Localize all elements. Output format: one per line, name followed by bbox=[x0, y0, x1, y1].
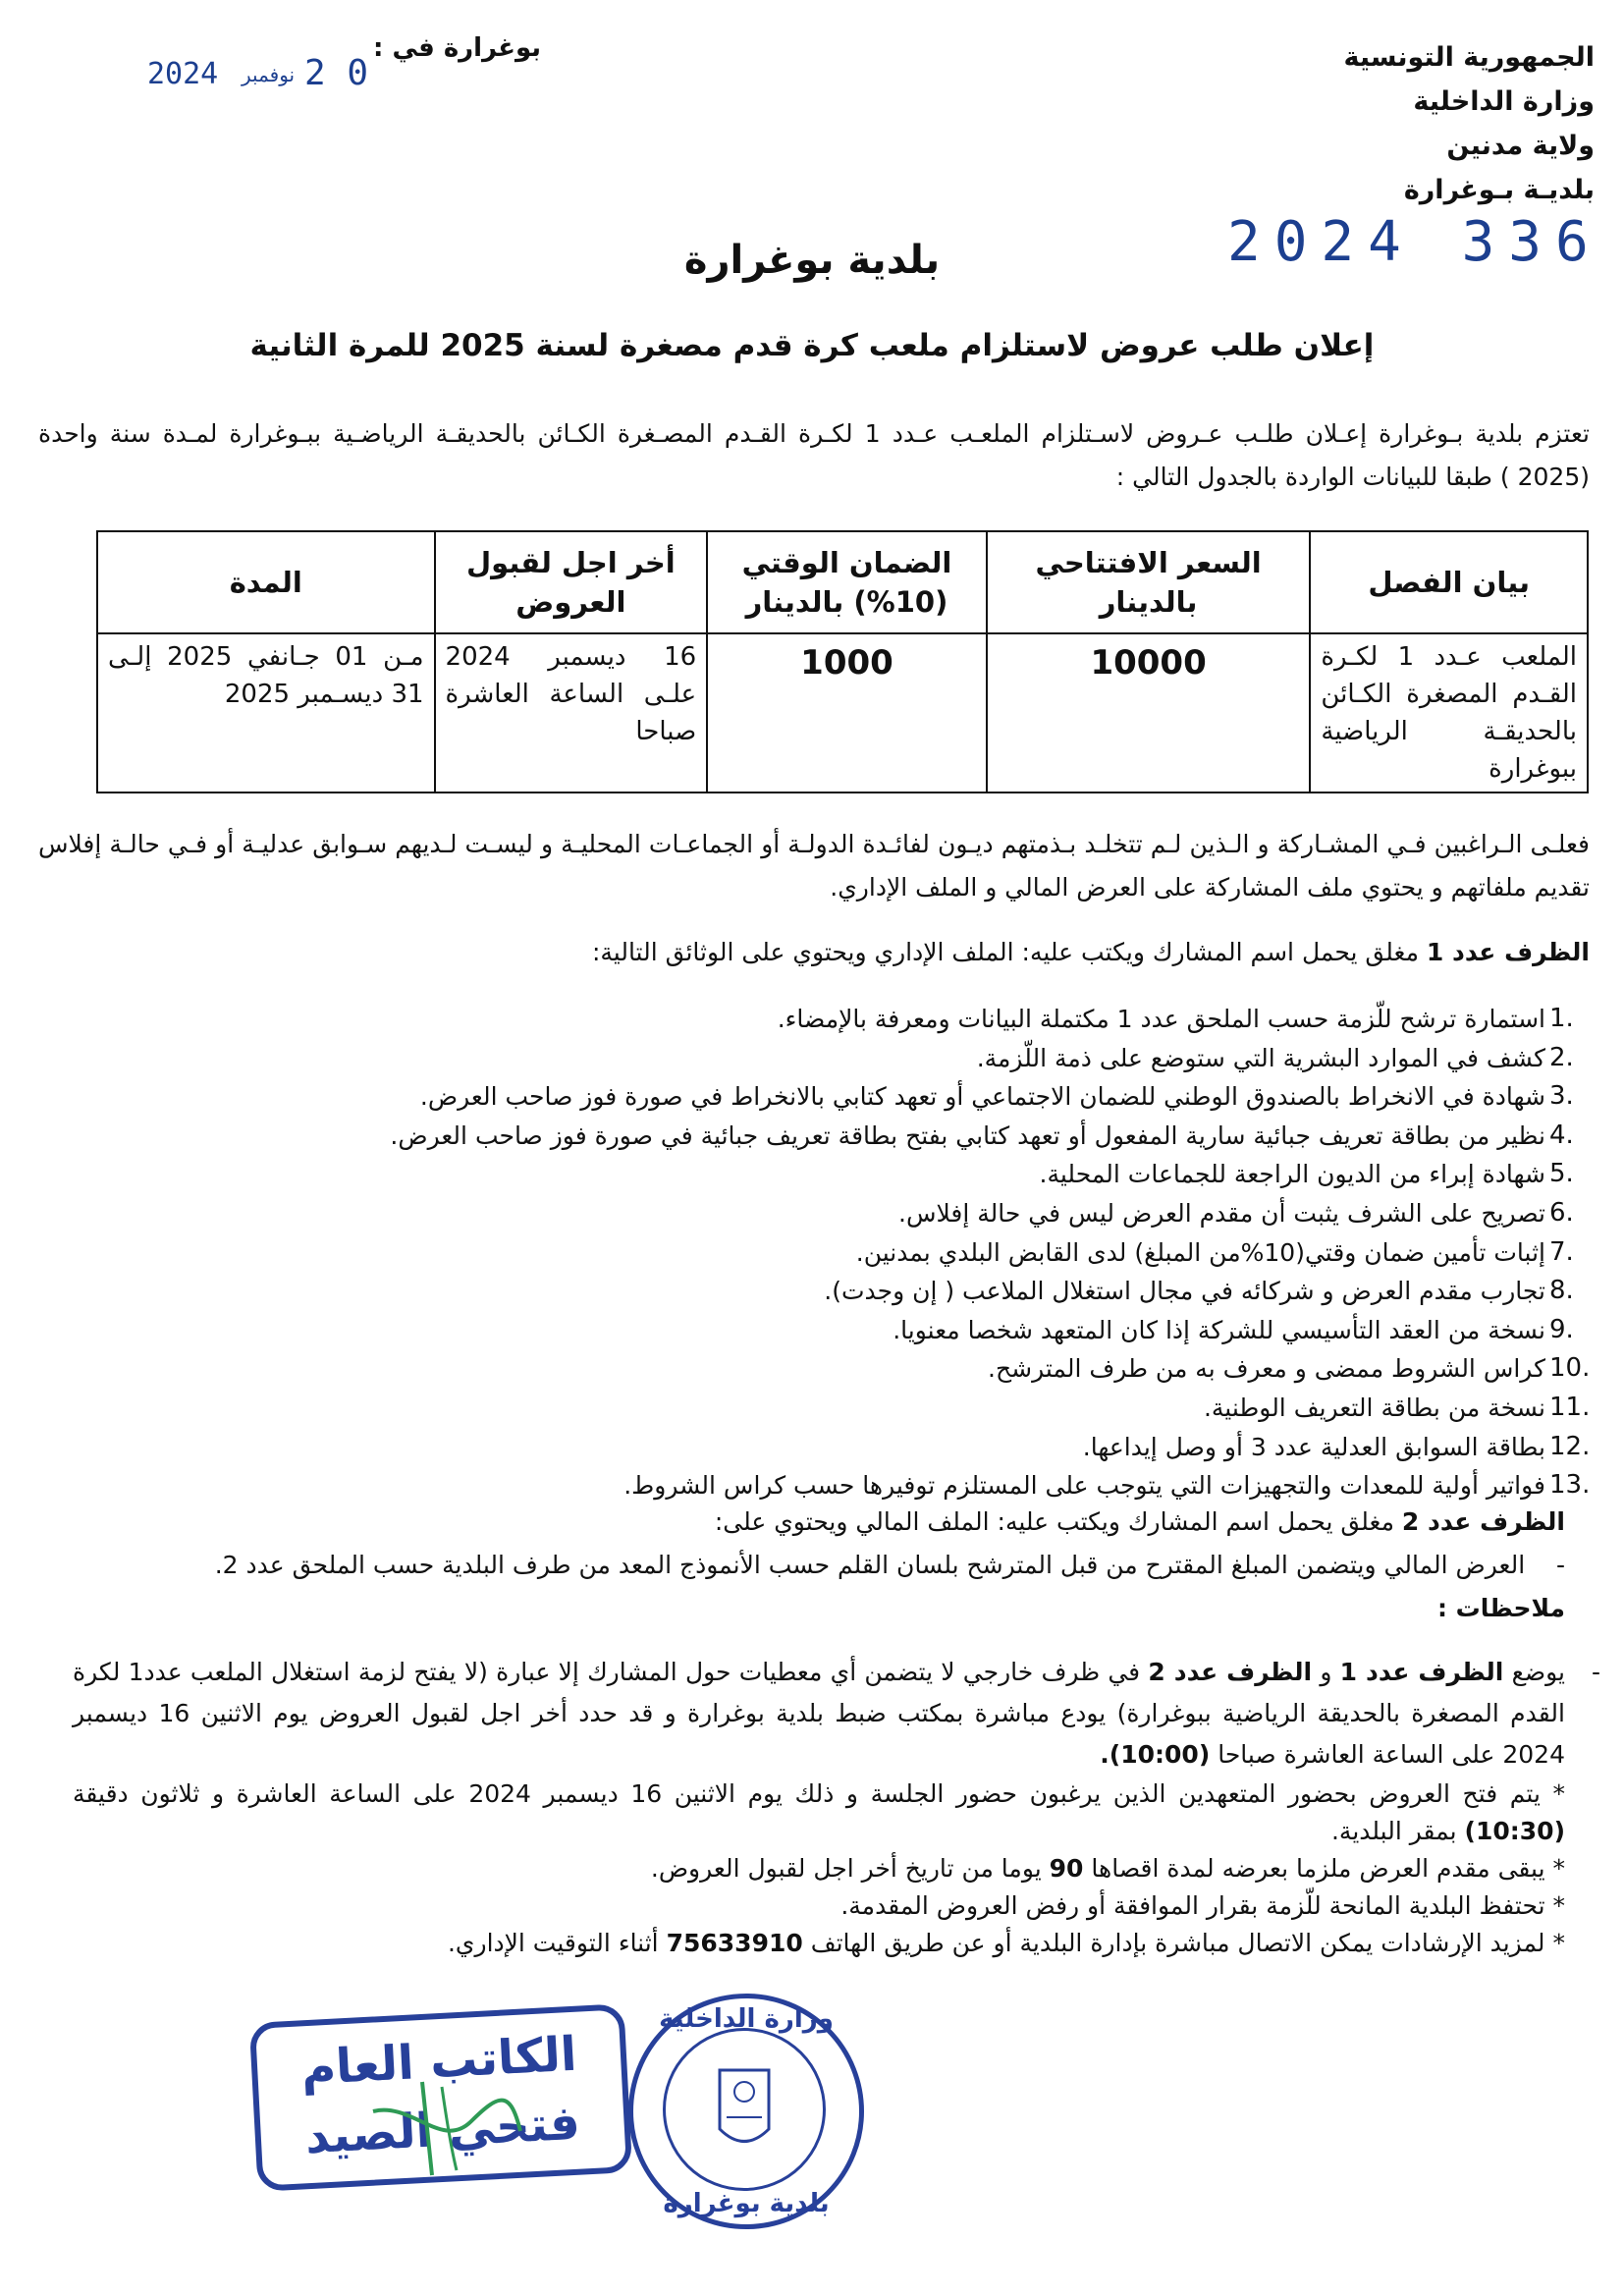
list-item: 12. بطاقة السوابق العدلية عدد 3 أو وصل إيداعها. bbox=[1082, 1431, 1591, 1461]
list-item: 13. فواتير أولية للمعدات والتجهيزات التي يتوجب على المستلزم توفيرها حسب كراس الشروط. bbox=[623, 1470, 1591, 1501]
table-row bbox=[97, 633, 1588, 793]
reference-number-stamp: 2024 336 bbox=[1227, 210, 1602, 274]
handwritten-signature bbox=[353, 2072, 530, 2180]
date-stamp-year: 2024 bbox=[147, 57, 219, 91]
place-date-label: بوغرارة في : bbox=[373, 33, 542, 63]
list-item: 5. شهادة إبراء من الديون الراجعة للجماعات المحلية. bbox=[1039, 1159, 1574, 1189]
list-item: 6. تصريح على الشرف يثبت أن مقدم العرض ليس في حالة إفلاس. bbox=[898, 1197, 1574, 1228]
table-header-cell: بيان الفصل bbox=[1310, 531, 1588, 633]
seal-emblem bbox=[663, 2028, 826, 2191]
list-item: 9. نسخة من العقد التأسيسي للشركة إذا كان المتعهد شخصا معنويا. bbox=[893, 1314, 1574, 1344]
notes-main-paragraph: - يوضع الظرف عدد 1 و الظرف عدد 2 في ظرف خارجي لا يتضمن أي معطيات حول المشارك إلا عبارة (لا يفتح لزمة استغلال الملعب عدد1 لكرة القدم المصغرة بالحديقة الرياضية ببوغرارة) يودع مباشرة بمكتب ضبط بلدية بوغرارة و قد حدد أخر اجل لقبول العروض يوم الاثنين 16 ديسمبر 2024 على الساعة العاشرة صباحا (10:00). bbox=[73, 1652, 1565, 1776]
date-stamp-month: نوفمبر bbox=[242, 63, 296, 86]
coat-of-arms-icon bbox=[666, 2031, 823, 2188]
notes-list bbox=[73, 1776, 1565, 1962]
envelope-2-item: - العرض المالي ويتضمن المبلغ المقترح من قبل المترشح بلسان القلم حسب الأنموذج المعد من طرف البلدية حسب الملحق عدد 2. bbox=[214, 1551, 1565, 1579]
list-item: 8. تجارب مقدم العرض و شركائه في مجال استغلال الملاعب ( إن وجدت). bbox=[824, 1276, 1574, 1306]
list-item: 4. نظير من بطاقة تعريف جبائية سارية المفعول أو تعهد كتابي بفتح بطاقة تعريف جبائية في صورة فوز صاحب العرض. bbox=[390, 1120, 1574, 1150]
date-stamp-day: 2 0 bbox=[304, 53, 369, 93]
note-item: * يبقى مقدم العرض ملزما بعرضه لمدة اقصاها 90 يوما من تاريخ أخر اجل لقبول العروض. bbox=[650, 1854, 1565, 1883]
announcement-subtitle: إعلان طلب عروض لاستلزام ملعب كرة قدم مصغرة لسنة 2025 للمرة الثانية bbox=[249, 328, 1375, 363]
table-cell-item: الملعب عـدد 1 لكـرة القـدم المصغرة الكـائن بالحديقـة الرياضية ببوغرارة bbox=[1310, 633, 1588, 793]
page-title: بلدية بوغرارة bbox=[683, 238, 941, 283]
tender-table bbox=[96, 530, 1589, 793]
envelope-2-heading bbox=[43, 1504, 1565, 1540]
table-header-cell: الضمان الوقتي (10%) بالدينار bbox=[707, 531, 987, 633]
table-header-cell: السعر الافتتاحي بالدينار bbox=[987, 531, 1311, 633]
table-cell-guarantee: 1000 bbox=[707, 633, 987, 793]
stamp-title: الكاتب العام bbox=[299, 2026, 578, 2097]
table-header-cell: المدة bbox=[97, 531, 435, 633]
seal-bottom-text: بلدية بوغرارة bbox=[663, 2189, 830, 2218]
org-line-governorate: ولاية مدنين bbox=[1446, 131, 1595, 161]
org-line-republic: الجمهورية التونسية bbox=[1343, 42, 1595, 73]
list-item: 7. إثبات تأمين ضمان وقتي(10%من المبلغ) لدى القابض البلدي بمدنين. bbox=[855, 1236, 1574, 1267]
envelope-2-label: الظرف عدد 2 bbox=[1401, 1507, 1565, 1536]
notes-heading: ملاحظات : bbox=[1436, 1594, 1565, 1622]
org-line-municipality: بلديـة بـوغرارة bbox=[1403, 175, 1595, 205]
date-stamp bbox=[147, 53, 373, 102]
note-item: * تحتفظ البلدية المانحة للّزمة بقرار الموافقة أو رفض العروض المقدمة. bbox=[840, 1891, 1565, 1920]
official-seal bbox=[628, 1994, 864, 2229]
table-cell-opening-price: 10000 bbox=[987, 633, 1311, 793]
envelope-1-text: مغلق يحمل اسم المشارك ويكتب عليه: الملف الإداري ويحتوي على الوثائق التالية: bbox=[591, 938, 1419, 966]
table-header-row bbox=[97, 531, 1588, 633]
organization-header bbox=[1163, 35, 1595, 212]
note-item: * يتم فتح العروض بحضور المتعهدين الذين يرغبون حضور الجلسة و ذلك يوم الاثنين 16 ديسمبر 2024 على الساعة العاشرة و ثلاثون دقيقة (10:30) بمقر البلدية. bbox=[73, 1779, 1566, 1845]
table-header-cell: أخر اجل لقبول العروض bbox=[435, 531, 708, 633]
seal-top-text: وزارة الداخلية bbox=[659, 2004, 834, 2034]
eligibility-paragraph: فعلـى الـراغبين فـي المشـاركة و الـذين لـم تتخلـد بـذمتهم ديـون لفائـدة الدولـة أو الجماعـات المحليـة و ليسـت لـديهم سـوابق عدليـة أو فـي حالـة إفلاس تقديم ملفاتهم و يحتوي ملف المشاركة على العرض المالي و الملف الإداري. bbox=[38, 830, 1590, 902]
envelope-1-heading bbox=[38, 931, 1590, 974]
dash-bullet: - bbox=[1525, 1551, 1565, 1579]
envelope-1-label: الظرف عدد 1 bbox=[1426, 938, 1590, 966]
list-item: 10. كراس الشروط ممضى و معرف به من طرف المترشح. bbox=[988, 1353, 1591, 1384]
stamp-name: فتحي الصيد bbox=[303, 2095, 581, 2165]
table-cell-deadline: 16 ديسمبر 2024 علـى الساعة العاشرة صباحا bbox=[435, 633, 708, 793]
list-item: 11. نسخة من بطاقة التعريف الوطنية. bbox=[1203, 1392, 1591, 1422]
note-item: * لمزيد الإرشادات يمكن الاتصال مباشرة بإدارة البلدية أو عن طريق الهاتف 75633910 أثناء التوقيت الإداري. bbox=[447, 1929, 1565, 1957]
list-item: 1. استمارة ترشح للّزمة حسب الملحق عدد 1 مكتملة البيانات ومعرفة بالإمضاء. bbox=[777, 1004, 1574, 1033]
list-item: 3. شهادة في الانخراط بالصندوق الوطني للضمان الاجتماعي أو تعهد كتابي بالانخراط في صورة فوز صاحب العرض. bbox=[419, 1081, 1574, 1112]
org-line-ministry: وزارة الداخلية bbox=[1413, 86, 1595, 117]
envelope-2-text: مغلق يحمل اسم المشارك ويكتب عليه: الملف المالي ويحتوي على: bbox=[714, 1507, 1394, 1536]
intro-paragraph: تعتزم بلدية بـوغرارة إعـلان طلـب عـروض لاسـتلزام الملعـب عـدد 1 لكـرة القـدم المصـغرة الكـائن بالحديقـة الرياضـية ببـوغرارة لمـدة سنة واحدة (2025 ) طبقا للبيانات الواردة بالجدول التالي : bbox=[38, 419, 1590, 491]
table-cell-duration: مـن 01 جـانفي 2025 إلـى 31 ديسـمبر 2025 bbox=[97, 633, 435, 793]
documents-list bbox=[53, 1000, 1591, 1505]
dash-bullet: - bbox=[1591, 1658, 1600, 1686]
list-item: 2. كشف في الموارد البشرية التي ستوضع على ذمة اللّزمة. bbox=[976, 1042, 1574, 1072]
